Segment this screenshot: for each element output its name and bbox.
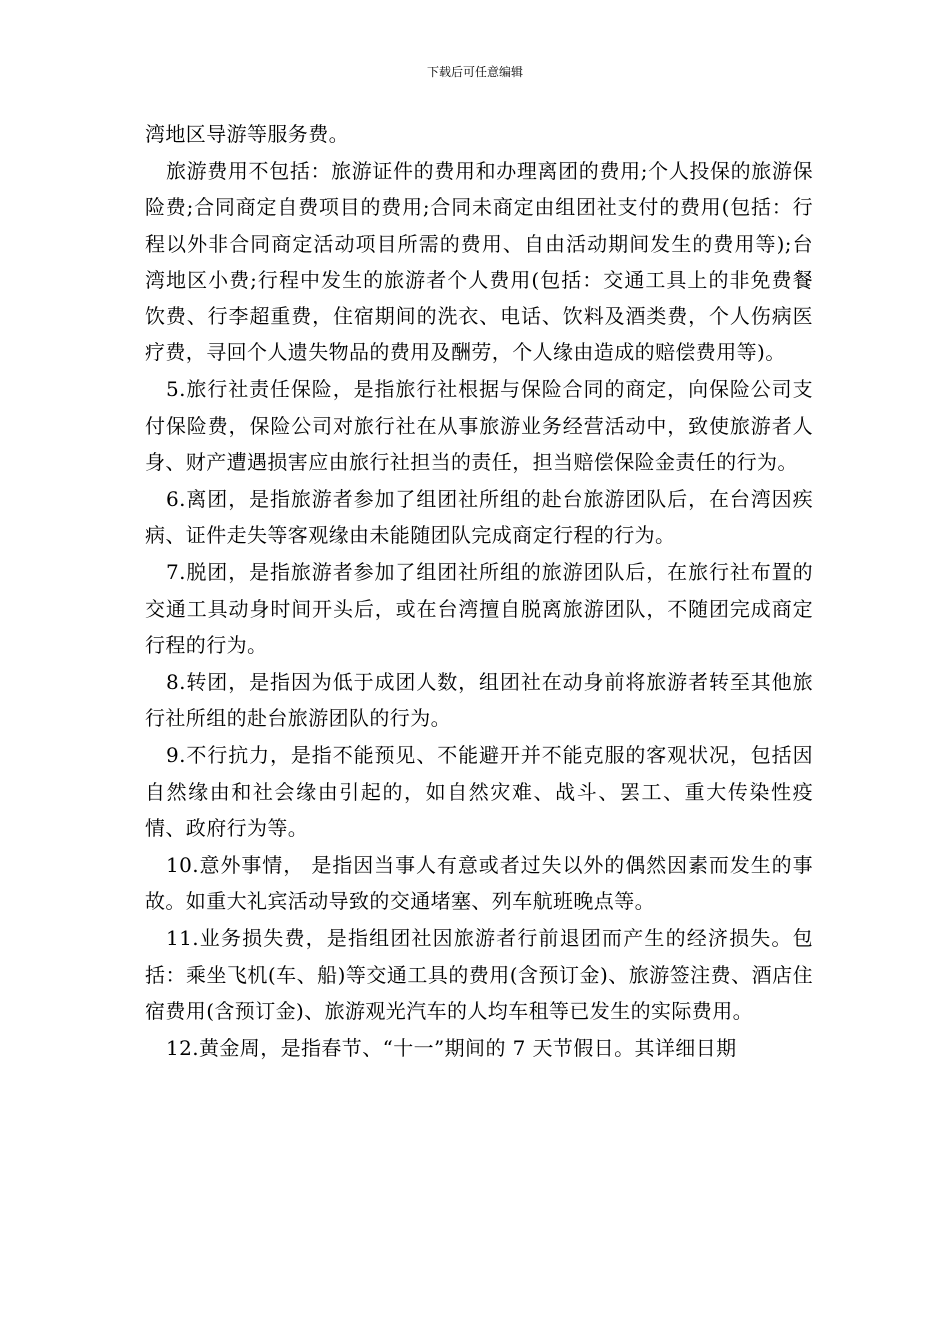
paragraph-item-10: 10.意外事情， 是指因当事人有意或者过失以外的偶然因素而发生的事故。如重大礼宾活动导致的交通堵塞、列车航班晚点等。 xyxy=(145,853,813,914)
paragraph-item-8: 8.转团，是指因为低于成团人数，组团社在动身前将旅游者转至其他旅行社所组的赴台旅游团队的行为。 xyxy=(145,670,813,731)
paragraph-item-12: 12.黄金周，是指春节、“十一”期间的 7 天节假日。其详细日期 xyxy=(166,1036,737,1061)
page-header: 下载后可任意编辑 xyxy=(426,65,523,79)
paragraph-item-11: 11.业务损失费，是指组团社因旅游者行前退团而产生的经济损失。包括：乘坐飞机(车、船)等交通工具的费用(含预订金)、旅游签注费、酒店住宿费用(含预订金)、旅游观光汽车的人均车租等已发生的实际费用。 xyxy=(145,926,813,1023)
paragraph-fee-exclusions: 旅游费用不包括：旅游证件的费用和办理离团的费用;个人投保的旅游保险费;合同商定自费项目的费用;合同未商定由组团社支付的费用(包括：行程以外非合同商定活动项目所需的费用、自由活动期间发生的费用等);台湾地区小费;行程中发生的旅游者个人费用(包括：交通工具上的非免费餐饮费、行李超重费，住宿期间的洗衣、电话、饮料及酒类费，个人伤病医疗费，寻回个人遗失物品的费用及酬劳，个人缘由造成的赔偿费用等)。 xyxy=(145,159,813,365)
paragraph-item-7: 7.脱团，是指旅游者参加了组团社所组的旅游团队后，在旅行社布置的交通工具动身时间开头后，或在台湾擅自脱离旅游团队，不随团完成商定行程的行为。 xyxy=(145,560,813,657)
paragraph-item-5: 5.旅行社责任保险，是指旅行社根据与保险合同的商定，向保险公司支付保险费，保险公司对旅行社在从事旅游业务经营活动中，致使旅游者人身、财产遭遇损害应由旅行社担当的责任，担当赔偿保险金责任的行为。 xyxy=(145,377,813,474)
document-body xyxy=(145,116,813,1067)
paragraph-continuation: 湾地区导游等服务费。 xyxy=(145,122,349,146)
paragraph-item-6: 6.离团，是指旅游者参加了组团社所组的赴台旅游团队后，在台湾因疾病、证件走失等客观缘由未能随团队完成商定行程的行为。 xyxy=(145,487,813,548)
paragraph-item-9: 9.不行抗力，是指不能预见、不能避开并不能克服的客观状况，包括因自然缘由和社会缘由引起的，如自然灾难、战斗、罢工、重大传染性疫情、政府行为等。 xyxy=(145,743,813,840)
